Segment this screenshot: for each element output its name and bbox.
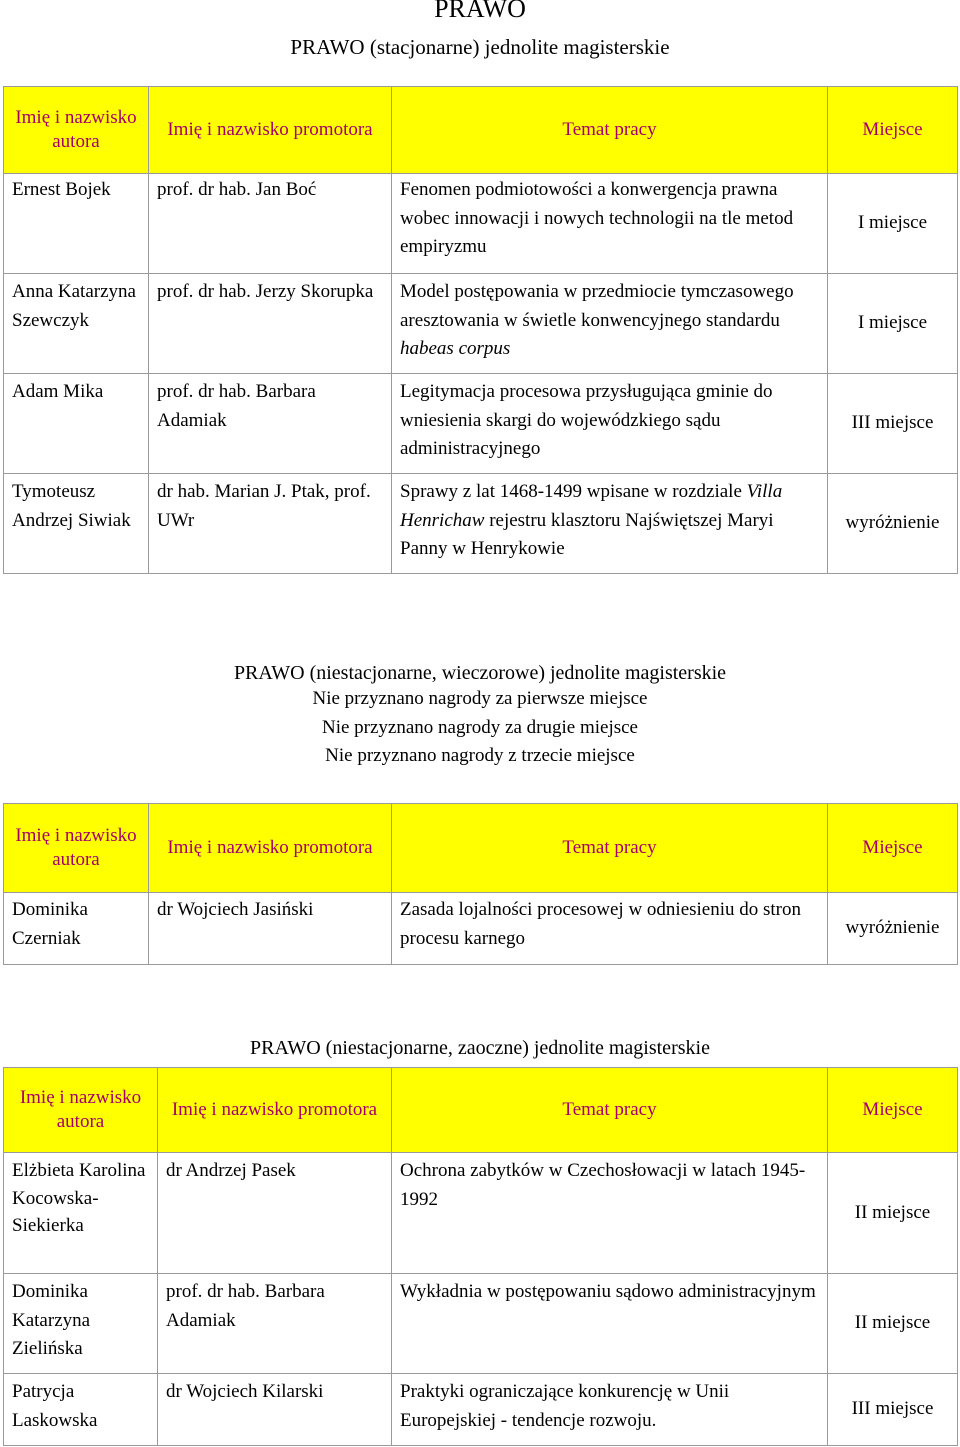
place-cell: I miejsce <box>828 174 958 274</box>
section-wieczorowe-heading <box>0 658 960 771</box>
table-row <box>4 1374 958 1446</box>
author-cell: Dominika Katarzyna Zielińska <box>4 1274 158 1374</box>
awards-table-zaoczne <box>3 1067 958 1446</box>
table-row <box>4 274 958 374</box>
topic-cell <box>392 474 828 574</box>
promoter-cell: dr Wojciech Jasiński <box>149 893 392 965</box>
col-topic: Temat pracy <box>392 87 828 174</box>
topic-italic: Villa Henrichaw <box>400 481 783 531</box>
place-cell: I miejsce <box>828 274 958 374</box>
col-author: Imię i nazwisko autora <box>4 804 149 893</box>
table-row <box>4 1153 958 1274</box>
table-row <box>4 174 958 274</box>
author-cell: Anna Katarzyna Szewczyk <box>4 274 149 374</box>
col-topic: Temat pracy <box>392 804 828 893</box>
award-note: Nie przyznano nagrody za pierwsze miejsce <box>312 688 648 709</box>
topic-cell: Fenomen podmiotowości a konwergencja prawna wobec innowacji i nowych technologii na tle metod empiryzmu <box>392 174 828 274</box>
topic-cell: Ochrona zabytków w Czechosłowacji w latach 1945-1992 <box>392 1153 828 1274</box>
place-cell: wyróżnienie <box>828 474 958 574</box>
topic-cell: Legitymacja procesowa przysługująca gminie do wniesienia skargi do wojewódzkiego sądu administracyjnego <box>392 374 828 474</box>
author-cell: Elżbieta Karolina Kocowska-Siekierka <box>4 1153 158 1274</box>
author-cell: Adam Mika <box>4 374 149 474</box>
promoter-cell: prof. dr hab. Jan Boć <box>149 174 392 274</box>
topic-cell: Zasada lojalności procesowej w odniesieniu do stron procesu karnego <box>392 893 828 965</box>
table-row <box>4 893 958 965</box>
col-place: Miejsce <box>828 1068 958 1153</box>
promoter-cell: prof. dr hab. Barbara Adamiak <box>158 1274 392 1374</box>
awards-table-wieczorowe <box>3 803 958 965</box>
place-cell: III miejsce <box>828 374 958 474</box>
table-header-row <box>4 804 958 893</box>
author-cell: Ernest Bojek <box>4 174 149 274</box>
author-cell: Tymoteusz Andrzej Siwiak <box>4 474 149 574</box>
col-author: Imię i nazwisko autora <box>4 1068 158 1153</box>
author-cell: Patrycja Laskowska <box>4 1374 158 1446</box>
section-title-stacjonarne: PRAWO (stacjonarne) jednolite magisterskie <box>290 35 670 59</box>
page-title: PRAWO <box>434 0 526 23</box>
promoter-cell: dr Wojciech Kilarski <box>158 1374 392 1446</box>
awards-table-stacjonarne <box>3 86 958 574</box>
col-author: Imię i nazwisko autora <box>4 87 149 174</box>
promoter-cell: prof. dr hab. Barbara Adamiak <box>149 374 392 474</box>
topic-cell <box>392 274 828 374</box>
section-title-wieczorowe: PRAWO (niestacjonarne, wieczorowe) jednolite magisterskie <box>233 662 727 684</box>
promoter-cell: dr hab. Marian J. Ptak, prof. UWr <box>149 474 392 574</box>
award-note: Nie przyznano nagrody z trzecie miejsce <box>325 745 635 766</box>
author-cell: Dominika Czerniak <box>4 893 149 965</box>
place-cell: II miejsce <box>828 1274 958 1374</box>
topic-cell: Praktyki ograniczające konkurencję w Unii Europejskiej - tendencje rozwoju. <box>392 1374 828 1446</box>
topic-text: rejestru klasztoru Najświętszej Maryi Panny w Henrykowie <box>400 509 774 559</box>
col-promoter: Imię i nazwisko promotora <box>149 87 392 174</box>
col-place: Miejsce <box>828 804 958 893</box>
col-place: Miejsce <box>828 87 958 174</box>
table-row <box>4 374 958 474</box>
col-promoter: Imię i nazwisko promotora <box>149 804 392 893</box>
place-cell: III miejsce <box>828 1374 958 1446</box>
promoter-cell: dr Andrzej Pasek <box>158 1153 392 1274</box>
col-topic: Temat pracy <box>392 1068 828 1153</box>
table-row <box>4 474 958 574</box>
topic-cell: Wykładnia w postępowaniu sądowo administracyjnym <box>392 1274 828 1374</box>
topic-italic: habeas corpus <box>400 338 511 359</box>
promoter-cell: prof. dr hab. Jerzy Skorupka <box>149 274 392 374</box>
place-cell: wyróżnienie <box>828 893 958 965</box>
table-header-row <box>4 1068 958 1153</box>
table-row <box>4 1274 958 1374</box>
award-note: Nie przyznano nagrody za drugie miejsce <box>321 716 638 738</box>
topic-text: Sprawy z lat 1468-1499 wpisane w rozdziale <box>400 481 747 502</box>
place-cell: II miejsce <box>828 1153 958 1274</box>
col-promoter: Imię i nazwisko promotora <box>158 1068 392 1153</box>
section-title-zaoczne: PRAWO (niestacjonarne, zaoczne) jednolite magisterskie <box>250 1037 710 1059</box>
table-header-row <box>4 87 958 174</box>
topic-text: Model postępowania w przedmiocie tymczasowego aresztowania w świetle konwencyjnego standardu <box>400 281 794 331</box>
